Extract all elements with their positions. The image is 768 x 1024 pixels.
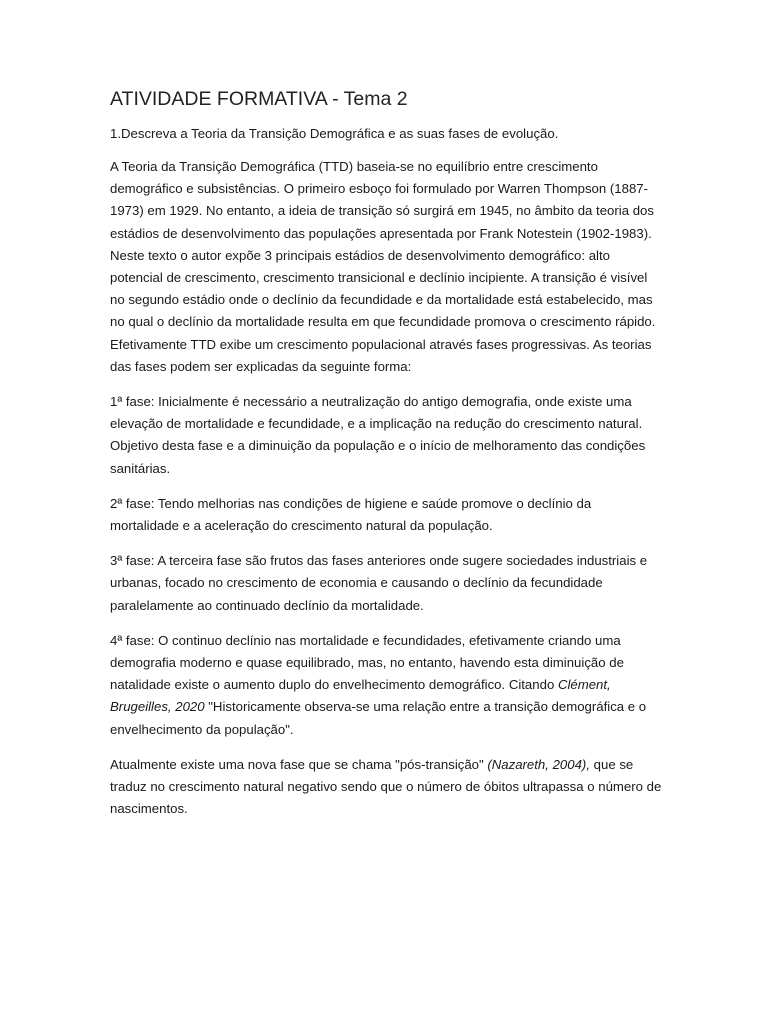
phase-4-paragraph — [110, 630, 662, 741]
phase-1-paragraph: 1ª fase: Inicialmente é necessário a neutralização do antigo demografia, onde existe uma elevação de mortalidade e fecundidade, e a implicação na redução do crescimento natural. Objetivo desta fase e a diminuição da população e o início de melhoramento das condições sanitárias. — [110, 394, 646, 476]
document-page — [110, 86, 662, 833]
phase-4-quote: "Historicamente observa-se uma relação entre a transição demográfica e o envelhecimento da população". — [110, 699, 647, 737]
final-paragraph — [110, 754, 662, 821]
phase-4-citation: Clément, Brugeilles, 2020 — [110, 677, 611, 715]
phase-3-paragraph: 3ª fase: A terceira fase são frutos das fases anteriores onde sugere sociedades industriais e urbanas, focado no crescimento de economia e causando o declínio da fecundidade paralelamente ao continuado declínio da mortalidade. — [110, 553, 648, 613]
document-title: ATIVIDADE FORMATIVA - Tema 2 — [110, 88, 408, 110]
final-text: Atualmente existe uma nova fase que se chama "pós-transição" — [110, 756, 488, 772]
question-text: 1.Descreva a Teoria da Transição Demográfica e as suas fases de evolução. — [110, 126, 559, 141]
intro-paragraph: A Teoria da Transição Demográfica (TTD) baseia-se no equilíbrio entre crescimento demográfico e subsistências. O primeiro esboço foi formulado por Warren Thompson (1887-1973) em 1929. No entanto, a ideia de transição só surgirá em 1945, no âmbito da teoria dos estádios de desenvolvimento das populações apresentada por Frank Notestein (1902-1983). Neste texto o autor expõe 3 principais estádios de desenvolvimento demográfico: alto potencial de crescimento, crescimento transicional e declínio incipiente. A transição é visível no segundo estádio onde o declínio da fecundidade e da mortalidade está estabelecido, mas no qual o declínio da mortalidade resulta em que fecundidade promova o crescimento rápido. Efetivamente TTD exibe um crescimento populacional através fases progressivas. As teorias das fases podem ser explicadas da seguinte forma: — [110, 159, 656, 374]
phase-4-text: 4ª fase: O continuo declínio nas mortalidade e fecundidades, efetivamente criando uma demografia moderno e quase equilibrado, mas, no entanto, havendo esta diminuição de natalidade existe o aumento duplo do envelhecimento demográfico. Citando — [110, 632, 624, 693]
final-citation: (Nazareth, 2004), — [487, 756, 590, 772]
final-rest: que se traduz no crescimento natural negativo sendo que o número de óbitos ultrapassa o número de nascimentos. — [110, 756, 662, 817]
phase-2-paragraph: 2ª fase: Tendo melhorias nas condições de higiene e saúde promove o declínio da mortalidade e a aceleração do crescimento natural da população. — [110, 495, 592, 534]
